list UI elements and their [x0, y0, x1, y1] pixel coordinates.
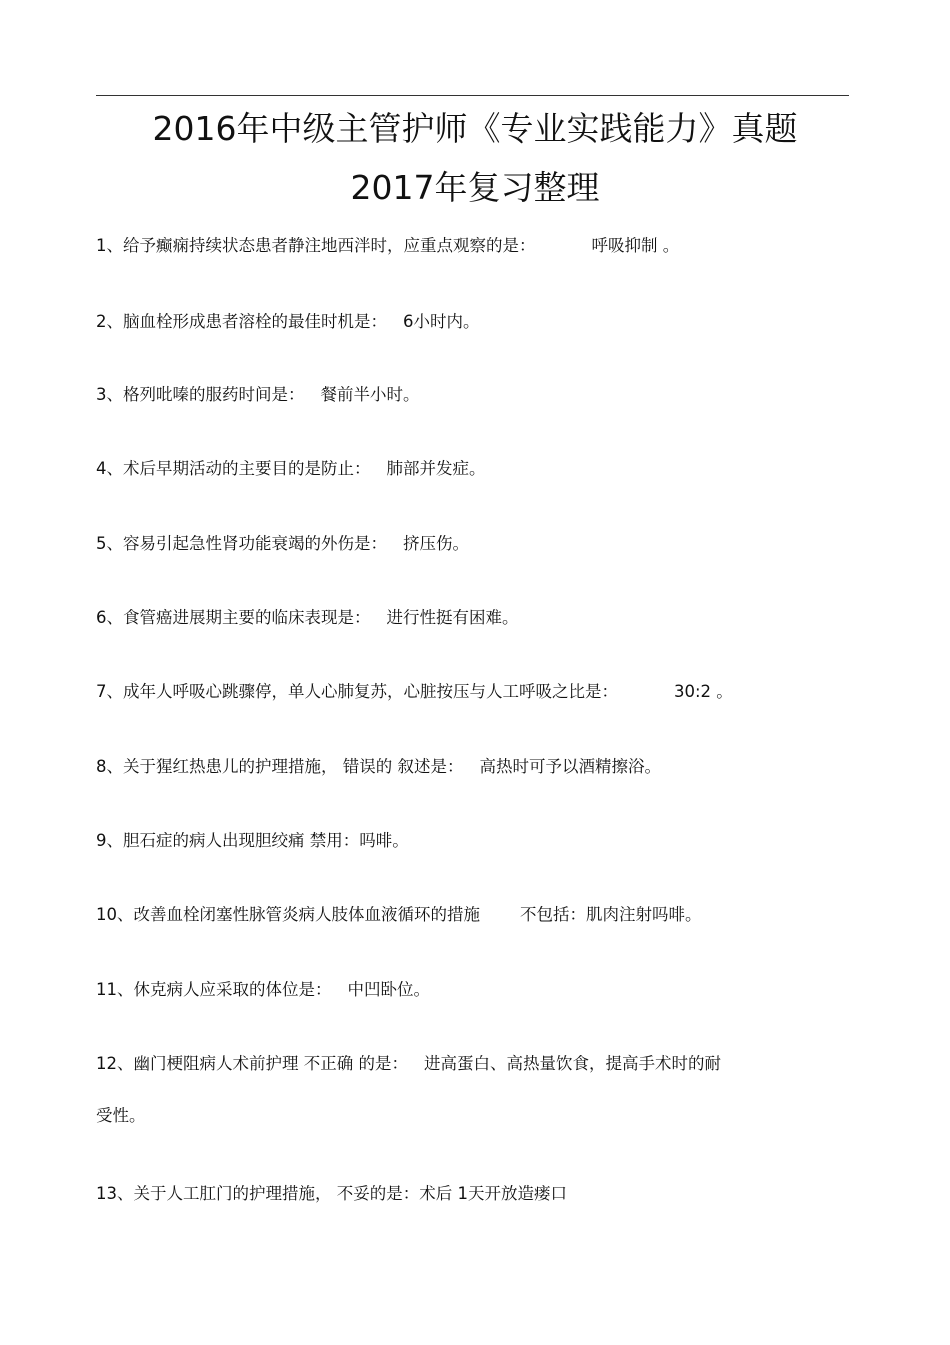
question-text: 11、休克病人应采取的体位是：	[96, 980, 332, 999]
question-text: 12、幽门梗阻病人术前护理 不正确 的是：	[96, 1054, 408, 1073]
question-text: 9、胆石症的病人出现胆绞痛 禁用：	[96, 831, 360, 850]
question-text: 7、成年人呼吸心跳骤停，单人心肺复苏，心脏按压与人工呼吸之比是：	[96, 682, 618, 701]
question-11	[96, 979, 430, 1001]
question-text: 3、格列吡嗪的服药时间是：	[96, 385, 305, 404]
question-text: 2、脑血栓形成患者溶栓的最佳时机是：	[96, 312, 387, 331]
question-2	[96, 311, 480, 333]
answer-text: 中凹卧位。	[347, 980, 430, 999]
question-1	[96, 235, 679, 257]
answer-text: 呼吸抑制 。	[591, 236, 680, 255]
answer-text: 6小时内。	[403, 312, 480, 331]
answer-text: 餐前半小时。	[320, 385, 420, 404]
answer-text: 30:2 。	[674, 682, 733, 701]
question-8	[96, 756, 661, 778]
answer-text: 进高蛋白、高热量饮食，提高手术时的耐	[424, 1054, 721, 1073]
question-4	[96, 458, 486, 480]
question-10	[96, 904, 702, 926]
question-6	[96, 607, 519, 629]
question-text: 受性。	[96, 1106, 146, 1125]
answer-text: 不包括：肌肉注射吗啡。	[520, 905, 702, 924]
question-text: 1、给予癫痫持续状态患者静注地西泮时，应重点观察的是：	[96, 236, 536, 255]
question-text: 13、关于人工肛门的护理措施， 不妥的是：	[96, 1184, 420, 1203]
question-text: 4、术后早期活动的主要目的是防止：	[96, 459, 371, 478]
answer-text: 术后 1天开放造瘘口	[419, 1184, 567, 1203]
question-3	[96, 384, 420, 406]
question-7	[96, 681, 733, 703]
question-12	[96, 1053, 721, 1075]
question-13	[96, 1183, 567, 1205]
question-5	[96, 533, 469, 555]
answer-text: 肺部并发症。	[386, 459, 486, 478]
answer-text: 高热时可予以酒精擦浴。	[479, 757, 661, 776]
header-rule	[96, 95, 849, 96]
answer-text: 进行性挺有困难。	[386, 608, 519, 627]
page-subtitle: 2017年复习整理	[350, 168, 600, 207]
page-title: 2016年中级主管护师《专业实践能力》真题	[152, 109, 798, 148]
question-text: 10、改善血栓闭塞性脉管炎病人肢体血液循环的措施	[96, 905, 480, 924]
question-9	[96, 830, 409, 852]
question-text: 6、食管癌进展期主要的临床表现是：	[96, 608, 371, 627]
question-12-continued	[96, 1105, 146, 1127]
question-text: 5、容易引起急性肾功能衰竭的外伤是：	[96, 534, 387, 553]
answer-text: 吗啡。	[359, 831, 409, 850]
answer-text: 挤压伤。	[403, 534, 469, 553]
question-text: 8、关于猩红热患儿的护理措施， 错误的 叙述是：	[96, 757, 464, 776]
